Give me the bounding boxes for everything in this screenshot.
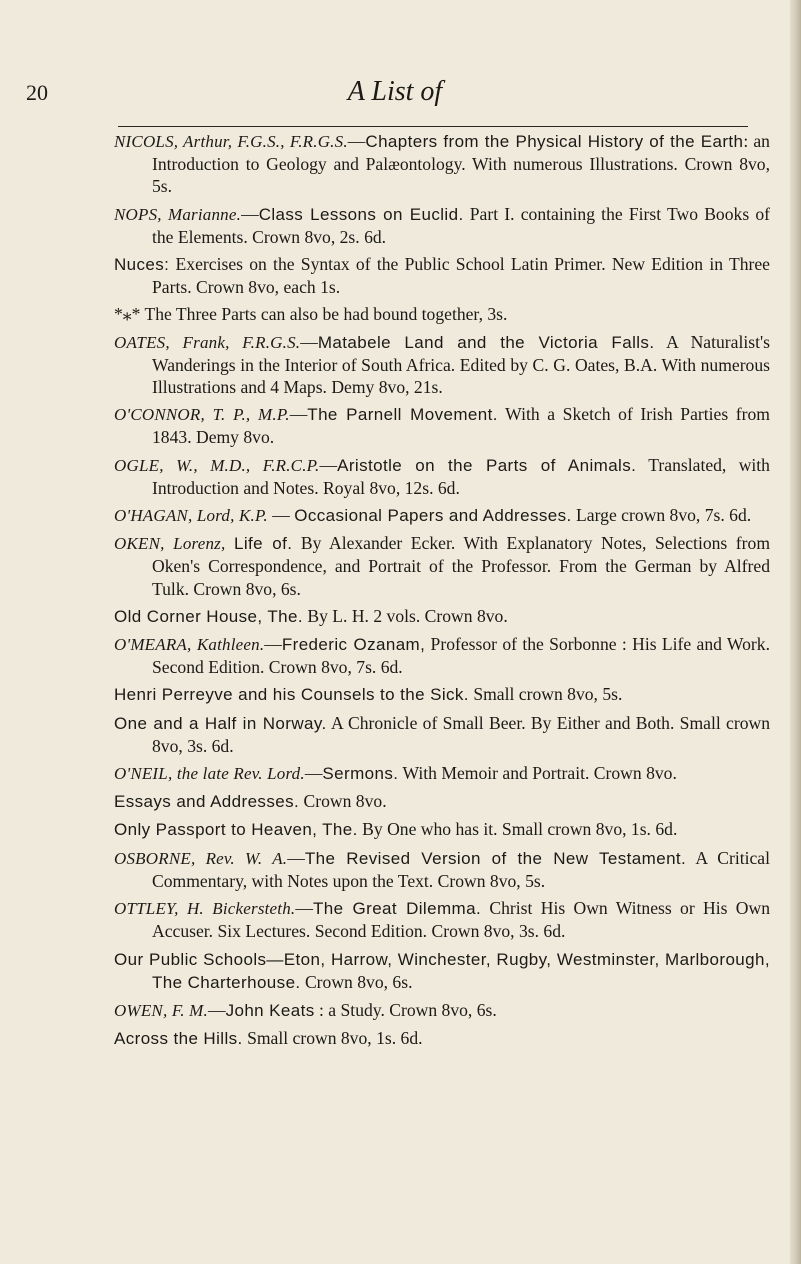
header-rule	[118, 126, 748, 127]
entry-dash: —	[300, 331, 318, 352]
entry-title: Only Passport to Heaven, The.	[114, 820, 358, 840]
entry-list	[0, 130, 790, 1055]
entry-details: A Critical Commentary, with Notes upon the Text. Crown 8vo, 5s.	[152, 847, 770, 891]
entry-title: Old Corner House, The.	[114, 606, 303, 626]
entry-author: OATES, Frank, F.R.G.S.	[114, 332, 301, 352]
catalogue-entry	[0, 897, 790, 942]
entry-author: O'HAGAN, Lord, K.P.	[114, 506, 268, 526]
entry-details: With Memoir and Portrait. Crown 8vo.	[398, 763, 677, 784]
entry-dash: —	[295, 898, 313, 919]
entry-title: Across the Hills.	[114, 1029, 243, 1049]
entry-details: Large crown 8vo, 7s. 6d.	[571, 505, 752, 526]
entry-details: *⁎* The Three Parts can also be had bound together, 3s.	[114, 304, 508, 325]
entry-details: With a Sketch of Irish Parties from 1843. Demy 8vo.	[152, 404, 770, 448]
entry-title: Life of.	[233, 534, 293, 554]
entry-author: OSBORNE, Rev. W. A.	[114, 848, 288, 868]
entry-title: John Keats	[225, 1000, 315, 1020]
entry-details: Crown 8vo, 6s.	[300, 971, 413, 992]
entry-details: : an Introduction to Geology and Palæontology. With numerous Illustrations. Crown 8vo, 5s.	[152, 131, 770, 197]
entry-author: OTTLEY, H. Bickersteth.	[114, 899, 296, 919]
entry-author: OWEN, F. M.	[114, 1000, 208, 1020]
entry-details: Part I. containing the First Two Books of the Elements. Crown 8vo, 2s. 6d.	[152, 203, 771, 247]
catalogue-entry	[0, 790, 790, 813]
entry-details: Translated, with Introduction and Notes. Royal 8vo, 12s. 6d.	[152, 454, 770, 498]
entry-title: Chapters from the Physical History of the Earth	[365, 132, 744, 151]
catalogue-entry	[0, 1027, 790, 1050]
entry-details: By L. H. 2 vols. Crown 8vo.	[302, 605, 508, 626]
entry-title: Henri Perreyve and his Counsels to the Sick.	[114, 685, 469, 705]
entry-title: Class Lessons on Euclid.	[258, 204, 464, 224]
running-title: A List of	[347, 76, 443, 107]
entry-title: Nuces:	[114, 255, 170, 275]
entry-details: Christ His Own Witness or His Own Accuser. Six Lectures. Second Edition. Crown 8vo, 3s. 6d.	[152, 898, 770, 942]
catalogue-entry	[0, 303, 790, 325]
entry-author: O'MEARA, Kathleen.	[114, 635, 265, 655]
catalogue-entry	[0, 130, 790, 198]
entry-title: One and a Half in Norway.	[114, 713, 327, 733]
page-header	[0, 76, 790, 116]
catalogue-entry	[0, 605, 790, 628]
entry-details: A Naturalist's Wanderings in the Interior of South Africa. Edited by C. G. Oates, B.A. With numerous Illustrations and 4 Maps. Demy 8vo, 21s.	[152, 331, 770, 398]
catalogue-entry	[0, 253, 790, 298]
entry-dash: —	[319, 454, 338, 475]
catalogue-entry	[0, 504, 790, 527]
entry-details: Professor of the Sorbonne : His Life and Work. Second Edition. Crown 8vo, 7s. 6d.	[152, 634, 770, 678]
catalogue-entry	[0, 762, 790, 785]
entry-title: Essays and Addresses.	[114, 792, 300, 812]
entry-author: O'NEIL, the late Rev. Lord.	[114, 764, 305, 784]
entry-details: Small crown 8vo, 5s.	[468, 684, 623, 705]
catalogue-entry	[0, 331, 790, 399]
catalogue-entry	[0, 454, 790, 499]
entry-author: OKEN, Lorenz,	[114, 534, 226, 554]
catalogue-entry	[0, 403, 790, 448]
entry-author: OGLE, W., M.D., F.R.C.P.	[114, 455, 320, 475]
entry-title: Occasional Papers and Addresses.	[294, 506, 572, 526]
catalogue-entry	[0, 712, 790, 757]
entry-dash	[225, 533, 234, 553]
entry-title: Matabele Land and the Victoria Falls.	[317, 332, 655, 352]
entry-details: Crown 8vo.	[299, 791, 387, 812]
entry-author: O'CONNOR, T. P., M.P.	[114, 405, 290, 425]
catalogue-entry	[0, 683, 790, 706]
catalogue-entry	[0, 999, 790, 1022]
entry-details: By Alexander Ecker. With Explanatory Notes, Selections from Oken's Correspondence, and Portrait of the Professor. From the German by Alfred Tulk. Crown 8vo, 6s.	[152, 533, 771, 599]
entry-dash: —	[207, 999, 226, 1020]
entry-details: A Chronicle of Small Beer. By Either and Both. Small crown 8vo, 3s. 6d.	[152, 712, 771, 756]
catalogue-entry	[0, 633, 790, 678]
catalogue-entry	[0, 203, 790, 248]
entry-title: The Revised Version of the New Testament.	[304, 848, 687, 868]
entry-dash: —	[304, 763, 323, 784]
entry-details: : a Study. Crown 8vo, 6s.	[314, 999, 497, 1020]
entry-title: The Great Dilemma.	[312, 899, 482, 919]
entry-details: Small crown 8vo, 1s. 6d.	[242, 1028, 423, 1049]
entry-title: Frederic Ozanam,	[281, 635, 426, 655]
entry-title: Aristotle on the Parts of Animals.	[337, 455, 637, 475]
entry-author: NOPS, Marianne.	[114, 204, 242, 224]
page-number: 20	[26, 80, 48, 105]
entry-details: Exercises on the Syntax of the Public School Latin Primer. New Edition in Three Parts. Crown 8vo, each 1s.	[152, 254, 770, 298]
entry-dash: —	[267, 505, 295, 526]
page-edge	[790, 0, 801, 1264]
entry-details: By One who has it. Small crown 8vo, 1s. 6d.	[357, 819, 678, 840]
entry-dash: —	[347, 131, 366, 151]
catalogue-entry	[0, 948, 790, 994]
entry-dash: —	[287, 847, 305, 868]
catalogue-entry	[0, 847, 790, 892]
entry-author: NICOLS, Arthur, F.G.S., F.R.G.S.	[114, 132, 348, 151]
entry-dash: —	[241, 203, 259, 224]
entry-dash: —	[264, 634, 282, 655]
catalogue-entry	[0, 532, 790, 600]
entry-dash: —	[289, 404, 308, 425]
catalogue-entry	[0, 818, 790, 841]
entry-title: Sermons.	[322, 764, 399, 784]
entry-title: Our Public Schools—Eton, Harrow, Winchester, Rugby, Westminster, Marlborough, The Charterhouse.	[114, 949, 770, 992]
entry-title: The Parnell Movement.	[307, 405, 498, 425]
